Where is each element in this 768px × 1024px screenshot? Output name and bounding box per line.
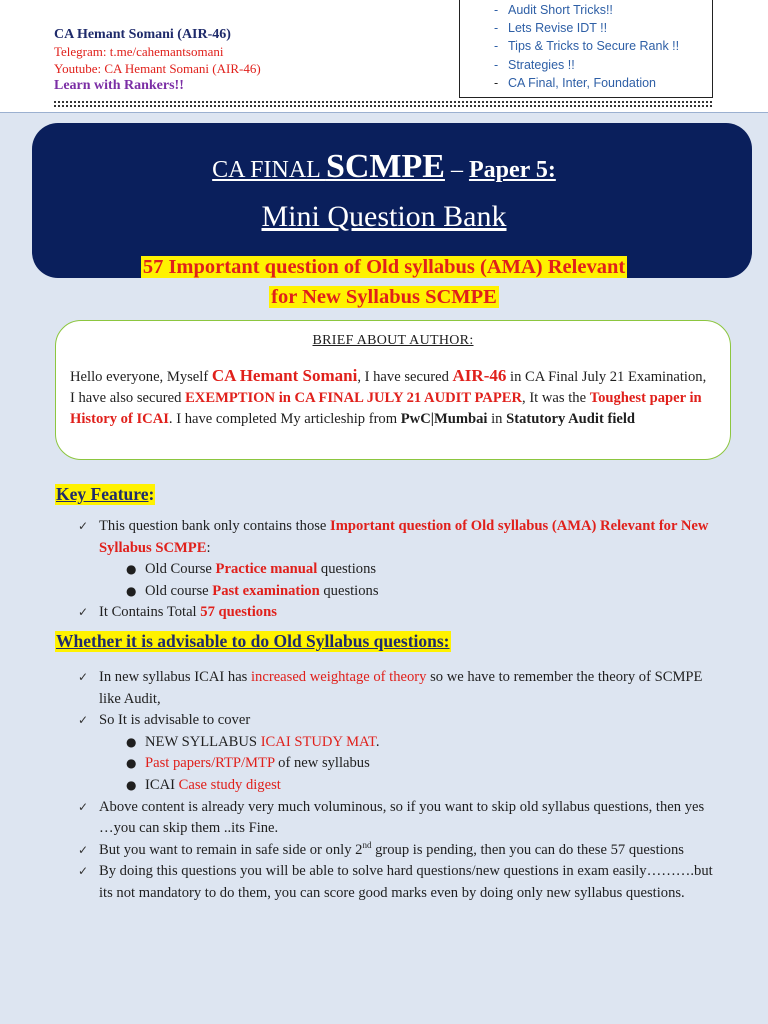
- youtube-link[interactable]: Youtube: CA Hemant Somani (AIR-46): [54, 61, 261, 76]
- author-paragraph: Hello everyone, Myself CA Hemant Somani, I have secured AIR-46 in CA Final July 21 Examination, I have also secured EXEMPTION in CA FINAL JULY 21 AUDIT PAPER, It was the Toughest paper in History of ICAI. I have completed My articleship from PwC|Mumbai in Statutory Audit field: [70, 366, 707, 427]
- key-feature-heading: Key Feature:: [56, 484, 155, 504]
- author-name: CA Hemant Somani (AIR-46): [54, 27, 231, 42]
- checkmark-icon: ✓: [78, 713, 89, 728]
- author-contact-block: [54, 26, 261, 94]
- advisable-list: [78, 667, 718, 905]
- highlighted-subtitle: [0, 253, 768, 313]
- list-item: ✓ So It is advisable to cover: [78, 710, 718, 732]
- bullet-icon: ●: [126, 756, 137, 771]
- subtitle-line-1: 57 Important question of Old syllabus (AMA) Relevant: [142, 256, 626, 278]
- subtitle-line-2: for New Syllabus SCMPE: [271, 286, 497, 308]
- list-item: ✓ In new syllabus ICAI has increased weightage of theory so we have to remember the theory of SCMPE like Audit,: [78, 669, 703, 707]
- list-item: ✓ By doing this questions you will be able to solve hard questions/new questions in exam easily……….but its not mandatory to do them, you can score good marks even by doing only new syllabus questions.: [78, 863, 713, 901]
- topic-item: - Audit Short Tricks!!: [494, 3, 613, 17]
- checkmark-icon: ✓: [78, 519, 89, 533]
- document-title: Mini Question Bank: [261, 200, 507, 233]
- tagline: Learn with Rankers!!: [54, 78, 184, 93]
- list-item: ✓ But you want to remain in safe side or only 2nd group is pending, then you can do these 57 questions: [78, 840, 718, 862]
- list-item: ✓ Above content is already very much voluminous, so if you want to skip old syllabus questions, then yes …you can skip them ..its Fine.: [78, 798, 705, 837]
- list-item: ✓ This question bank only contains those Important question of Old syllabus (AMA) Relevant for New Syllabus SCMPE:: [78, 518, 709, 556]
- header-divider: [54, 101, 712, 107]
- advisable-heading: Whether it is advisable to do Old Syllabus questions:: [56, 631, 450, 651]
- sub-list-item: ● Old course Past examination questions: [78, 581, 718, 603]
- checkmark-icon: ✓: [78, 799, 89, 814]
- checkmark-icon: ✓: [78, 842, 89, 857]
- bullet-icon: ●: [126, 583, 137, 598]
- paper-title: CA FINAL SCMPE – Paper 5:: [212, 148, 556, 185]
- sub-list-item: ● ICAI Case study digest: [78, 775, 718, 797]
- author-heading: BRIEF ABOUT AUTHOR:: [312, 333, 474, 348]
- topic-item: - Strategies !!: [494, 57, 575, 72]
- sub-list-item: ● Past papers/RTP/MTP of new syllabus: [78, 753, 718, 775]
- checkmark-icon: ✓: [78, 864, 89, 879]
- bullet-icon: ●: [126, 562, 137, 577]
- bullet-icon: ●: [126, 777, 137, 792]
- sub-list-item: ● Old Course Practice manual questions: [78, 559, 718, 581]
- topic-item: - Lets Revise IDT !!: [494, 21, 608, 36]
- topics-box: [459, 0, 713, 98]
- list-item: ✓ It Contains Total 57 questions: [78, 602, 718, 624]
- page-header: [0, 0, 768, 112]
- sub-list-item: ● NEW SYLLABUS ICAI STUDY MAT.: [78, 732, 718, 754]
- checkmark-icon: ✓: [78, 670, 89, 684]
- bullet-icon: ●: [126, 734, 137, 749]
- topic-item: - CA Final, Inter, Foundation: [494, 75, 657, 90]
- checkmark-icon: ✓: [78, 605, 89, 620]
- telegram-link[interactable]: Telegram: t.me/cahemantsomani: [54, 44, 224, 59]
- key-feature-list: [78, 516, 718, 624]
- topics-list: [468, 1, 712, 92]
- topic-item: - Tips & Tricks to Secure Rank !!: [494, 39, 680, 54]
